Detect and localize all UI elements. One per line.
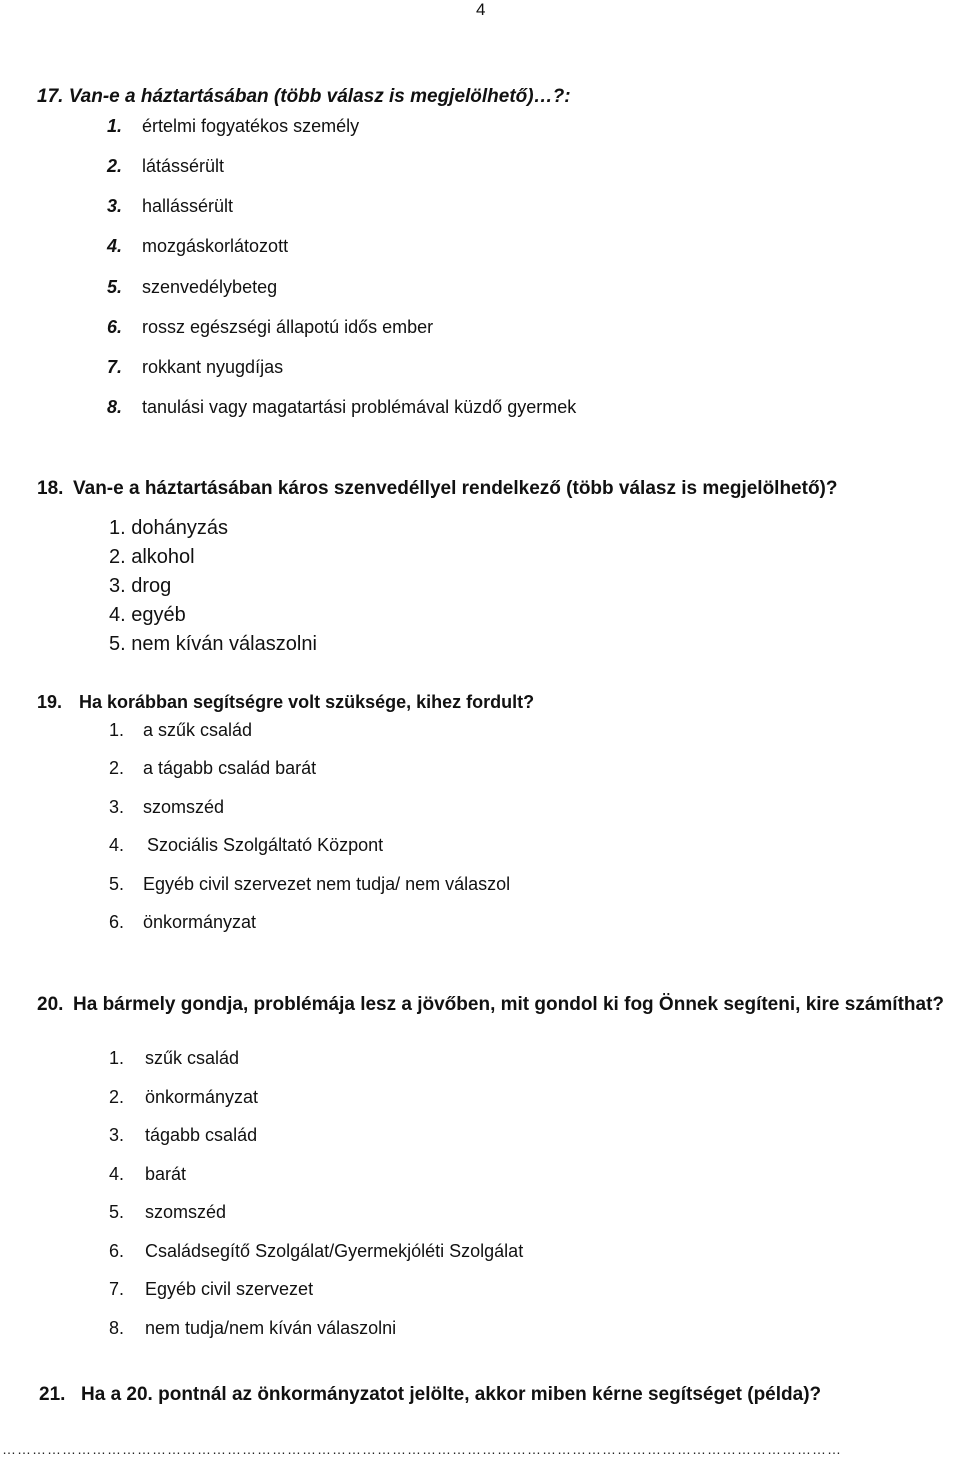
list-item: 3. tágabb család — [109, 1125, 258, 1145]
list-item: 2. a tágabb család barát — [109, 758, 317, 778]
question-text: Van-e a háztartásában káros szenvedéllyel rendelkező (több válasz is megjelölhető)? — [73, 478, 838, 499]
question-number: 20. — [37, 994, 64, 1015]
list-item: 8. tanulási vagy magatartási problémával küzdő gyermek — [107, 397, 577, 417]
question-number: 18. — [37, 478, 64, 499]
list-item: 5. szenvedélybeteg — [107, 277, 278, 297]
question-17 — [37, 86, 571, 108]
question-text: Van-e a háztartásában (több válasz is megjelölhető)…?: — [68, 86, 571, 107]
list-item: 3. hallássérült — [107, 196, 234, 216]
list-item: 2. látássérült — [107, 156, 225, 176]
list-item: 7. Egyéb civil szervezet — [109, 1279, 314, 1299]
list-item: 3. drog — [109, 575, 172, 597]
question-number: 17. — [37, 86, 64, 107]
list-item: 5. szomszéd — [109, 1202, 227, 1222]
list-item: 4. Szociális Szolgáltató Központ — [109, 835, 384, 855]
list-item: 2. alkohol — [109, 546, 195, 568]
list-item: 1. a szűk család — [109, 720, 253, 740]
list-item: 7. rokkant nyugdíjas — [107, 357, 284, 377]
question-18 — [37, 478, 838, 500]
question-20 — [37, 990, 960, 1020]
list-item: 5. nem kíván válaszolni — [109, 633, 317, 655]
question-19 — [37, 692, 534, 713]
list-item: 5. Egyéb civil szervezet nem tudja/ nem válaszol — [109, 874, 511, 894]
list-item: 6. önkormányzat — [109, 912, 257, 932]
page-number: 4 — [476, 0, 486, 19]
question-text: Ha a 20. pontnál az önkormányzatot jelölte, akkor miben kérne segítséget (példa)? — [81, 1384, 822, 1405]
list-item: 2. önkormányzat — [109, 1087, 259, 1107]
list-item: 4. egyéb — [109, 604, 186, 626]
list-item: 3. szomszéd — [109, 797, 225, 817]
question-text: Ha korábban segítségre volt szüksége, kihez fordult? — [79, 692, 535, 712]
list-item: 1. dohányzás — [109, 517, 228, 539]
list-item: 1. értelmi fogyatékos személy — [107, 116, 360, 136]
list-item: 4. mozgáskorlátozott — [107, 236, 289, 256]
question-21 — [39, 1384, 821, 1406]
list-item: 1. szűk család — [109, 1048, 240, 1068]
question-text: Ha bármely gondja, problémája lesz a jövőben, mit gondol ki fog Önnek segíteni, kire számíthat? — [73, 994, 945, 1015]
answer-line: …………………………………………………………………………………………………………………………………………………… — [2, 1441, 842, 1457]
list-item: 6. Családsegítő Szolgálat/Gyermekjóléti Szolgálat — [109, 1241, 524, 1261]
list-item: 6. rossz egészségi állapotú idős ember — [107, 317, 434, 337]
list-item: 4. barát — [109, 1164, 187, 1184]
list-item: 8. nem tudja/nem kíván válaszolni — [109, 1318, 397, 1338]
question-number: 21. — [39, 1384, 66, 1405]
question-number: 19. — [37, 692, 63, 712]
